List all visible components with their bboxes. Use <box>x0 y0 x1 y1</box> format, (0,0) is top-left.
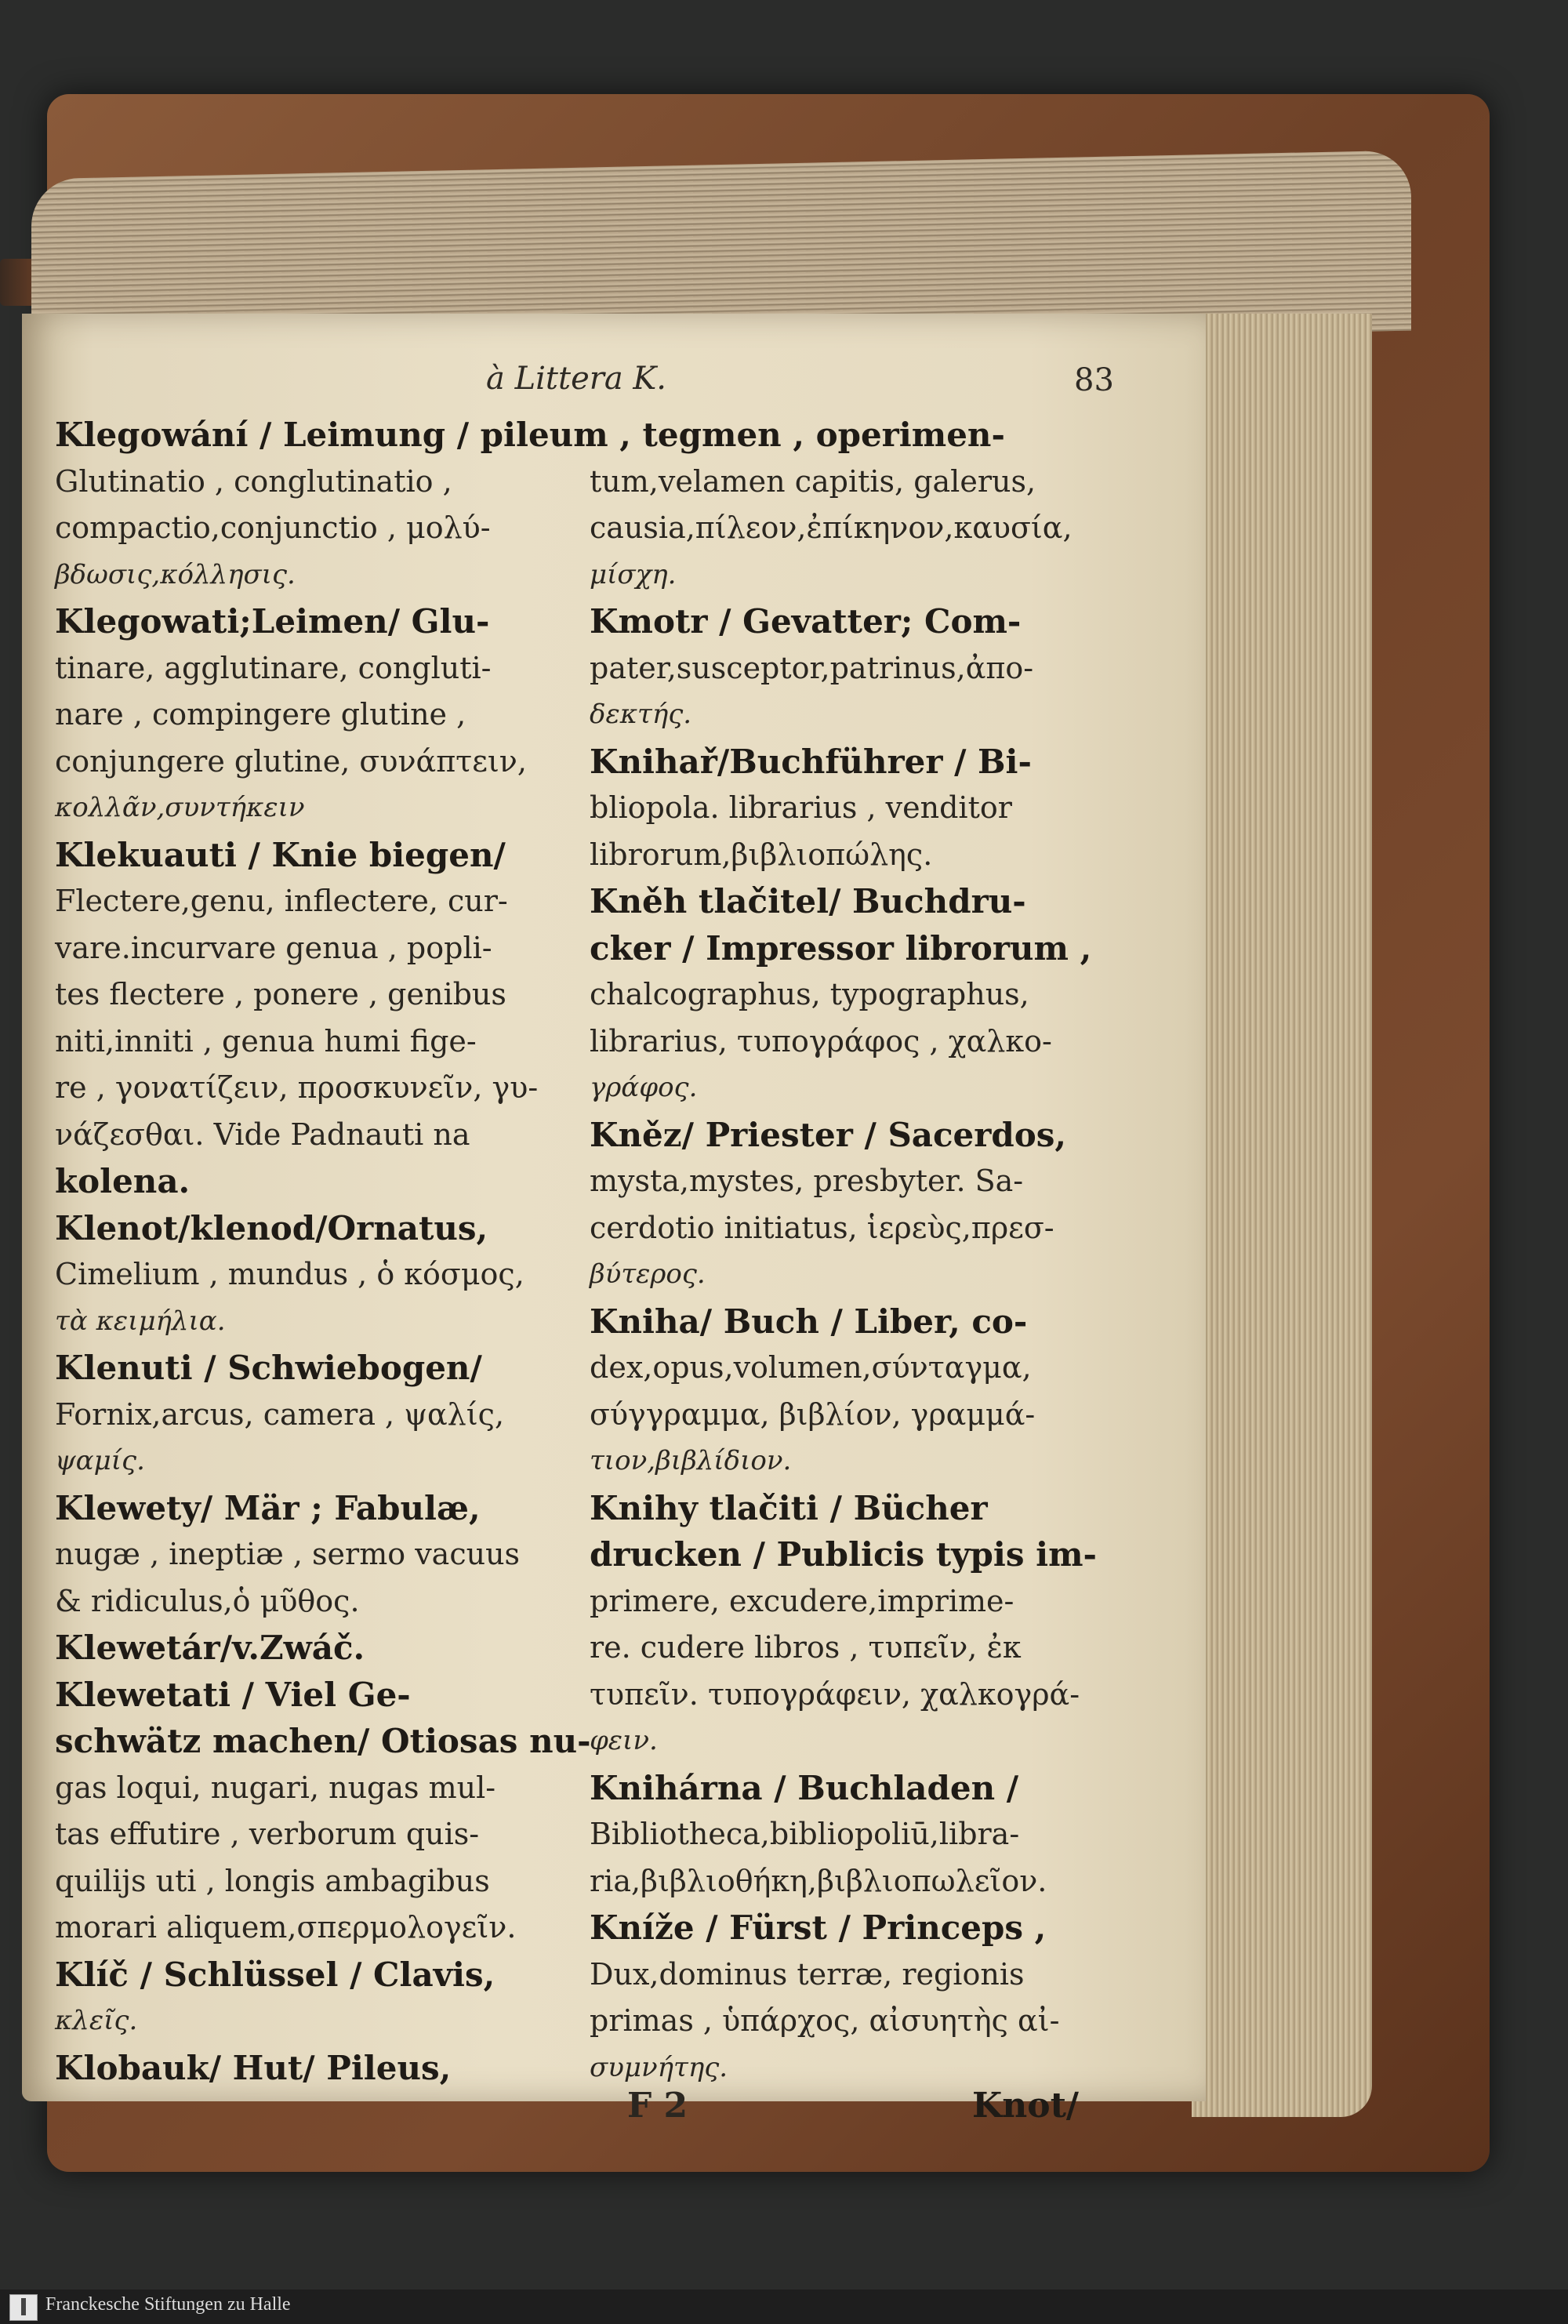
entry-line: Klewetati / Viel Ge- <box>55 1675 411 1714</box>
entry-line: τὰ κειμήλια. <box>55 1305 226 1337</box>
entry-line: Knihař/Buchführer / Bi- <box>590 742 1032 781</box>
entry-line: & ridiculus,ὁ μῦθος. <box>55 1583 360 1618</box>
entry-line: tas effutire , verborum quis- <box>55 1817 480 1851</box>
entry-line: μίσχη. <box>590 558 677 590</box>
entry-line: Klewetár/v.Zwáč. <box>55 1629 365 1667</box>
entry-line: βύτερος. <box>590 1258 706 1290</box>
entry-line: mysta,mystes, presbyter. Sa- <box>590 1164 1024 1198</box>
entry-line: Kněz/ Priester / Sacerdos, <box>590 1115 1067 1154</box>
entry-line: Kníže / Fürst / Princeps , <box>590 1908 1047 1947</box>
entry-line: γράφος. <box>590 1072 698 1103</box>
entry-line: ψαμίς. <box>55 1445 145 1476</box>
entry-line: Dux,dominus terræ, regionis <box>590 1956 1025 1992</box>
entry-line: compactio,conjunctio , μολύ- <box>55 510 491 545</box>
right-column <box>590 412 1115 2091</box>
entry-line: Kmotr / Gevatter; Com- <box>590 602 1022 641</box>
entry-line: Klíč / Schlüssel / Clavis, <box>55 1955 495 1994</box>
entry-line: cker / Impressor librorum , <box>590 928 1092 968</box>
entry-line: Klenuti / Schwiebogen/ <box>55 1349 482 1387</box>
entry-line: bliopola. librarius , venditor <box>590 790 1012 825</box>
entry-line: pater,susceptor,patrinus,ἀπο- <box>590 650 1034 685</box>
entry-line: nare , compingere glutine , <box>55 697 466 732</box>
entry-line: Glutinatio , conglutinatio , <box>55 463 452 499</box>
catchword: Knot/ <box>972 2086 1079 2126</box>
entry-line: tum,velamen capitis, galerus, <box>590 463 1036 499</box>
entry-line: κολλᾶν,συντήκειν <box>55 792 305 823</box>
footer-institution[interactable]: Franckesche Stiftungen zu Halle <box>45 2294 291 2315</box>
entry-line: Klenot/klenod/Ornatus, <box>55 1208 488 1247</box>
institution-logo-icon <box>9 2294 38 2321</box>
entry-line: schwätz machen/ Otiosas nu- <box>55 1722 591 1760</box>
entry-line: dex,opus,volumen,σύνταγμα, <box>590 1350 1032 1385</box>
entry-line: niti,inniti , genua humi fige- <box>55 1023 477 1059</box>
entry-line: kolena. <box>55 1162 191 1200</box>
entry-line: conjungere glutine, συνάπτειν, <box>55 743 527 779</box>
entry-line: morari aliquem,σπερμολογεῖν. <box>55 1910 517 1945</box>
entry-line: βδωσις,κόλλησις. <box>55 558 296 590</box>
entry-line: nugæ , ineptiæ , sermo vacuus <box>55 1537 521 1571</box>
entry-line: σύγγραμμα, βιβλίον, γραμμά- <box>590 1396 1036 1432</box>
page-number: 83 <box>1074 362 1114 398</box>
entry-line: drucken / Publicis typis im- <box>590 1535 1097 1574</box>
entry-line: τιον,βιβλίδιον. <box>590 1445 792 1476</box>
entry-line: Flectere,genu, inflectere, cur- <box>55 884 508 918</box>
entry-line: vare.incurvare genua , popli- <box>55 930 492 965</box>
entry-line: tes flectere , ponere , genibus <box>55 977 506 1011</box>
entry-line: Klegowání / Leimung / pileum , tegmen , operimen- <box>55 416 1005 454</box>
entry-line: re. cudere libros , τυπεῖν, ἐκ <box>590 1630 1022 1665</box>
entry-line: cerdotio initiatus, ἱερεὺς,πρεσ- <box>590 1210 1054 1245</box>
entry-line: Knihy tlačiti / Bücher <box>590 1488 988 1527</box>
entry-line: κλεῖς. <box>55 2005 138 2036</box>
entry-line: primas , ὑπάρχος, αἰσυητὴς αἰ- <box>590 2003 1060 2038</box>
entry-line: Kněh tlačitel/ Buchdru- <box>590 882 1026 921</box>
entry-line: primere, excudere,imprime- <box>590 1583 1014 1618</box>
entry-line: τυπεῖν. τυπογράφειν, χαλκογρά- <box>590 1676 1080 1712</box>
entry-line: librarius, τυπογράφος , χαλκο- <box>590 1023 1052 1059</box>
running-head: à Littera K. <box>486 361 667 397</box>
signature-mark: F 2 <box>627 2086 688 2126</box>
entry-line: Fornix,arcus, camera , ψαλίς, <box>55 1396 505 1432</box>
entry-line: quilijs uti , longis ambagibus <box>55 1863 490 1898</box>
entry-line: Klekuauti / Knie biegen/ <box>55 835 506 874</box>
entry-line: Klegowati;Leimen/ Glu- <box>55 602 490 641</box>
entry-line: νάζεσθαι. Vide Padnauti na <box>55 1117 470 1152</box>
page-edges-right <box>1192 314 1372 2117</box>
entry-line: Knihárna / Buchladen / <box>590 1768 1019 1807</box>
entry-line: Bibliotheca,bibliopoliū,libra- <box>590 1817 1020 1851</box>
entry-line: librorum,βιβλιοπώλης. <box>590 837 933 872</box>
entry-line: gas loqui, nugari, nugas mul- <box>55 1770 496 1805</box>
entry-line: Klobauk/ Hut/ Pileus, <box>55 2048 452 2087</box>
entry-line: Cimelium , mundus , ὁ κόσμος, <box>55 1257 524 1291</box>
entry-line: tinare, agglutinare, congluti- <box>55 650 492 685</box>
entry-line: Kniha/ Buch / Liber, co- <box>590 1302 1028 1341</box>
entry-line: δεκτής. <box>590 699 692 730</box>
entry-line: re , γονατίζειν, προσκυνεῖν, γυ- <box>55 1070 539 1105</box>
entry-line: causia,πίλεον,ἐπίκηνον,καυσία, <box>590 510 1073 545</box>
entry-line: συμνήτης. <box>590 2051 728 2083</box>
entry-line: φειν. <box>590 1725 658 1756</box>
entry-line: ria,βιβλιοθήκη,βιβλιοπωλεῖον. <box>590 1863 1047 1898</box>
entry-line: chalcographus, typographus, <box>590 977 1029 1011</box>
entry-line: Klewety/ Mär ; Fabulæ, <box>55 1488 481 1527</box>
